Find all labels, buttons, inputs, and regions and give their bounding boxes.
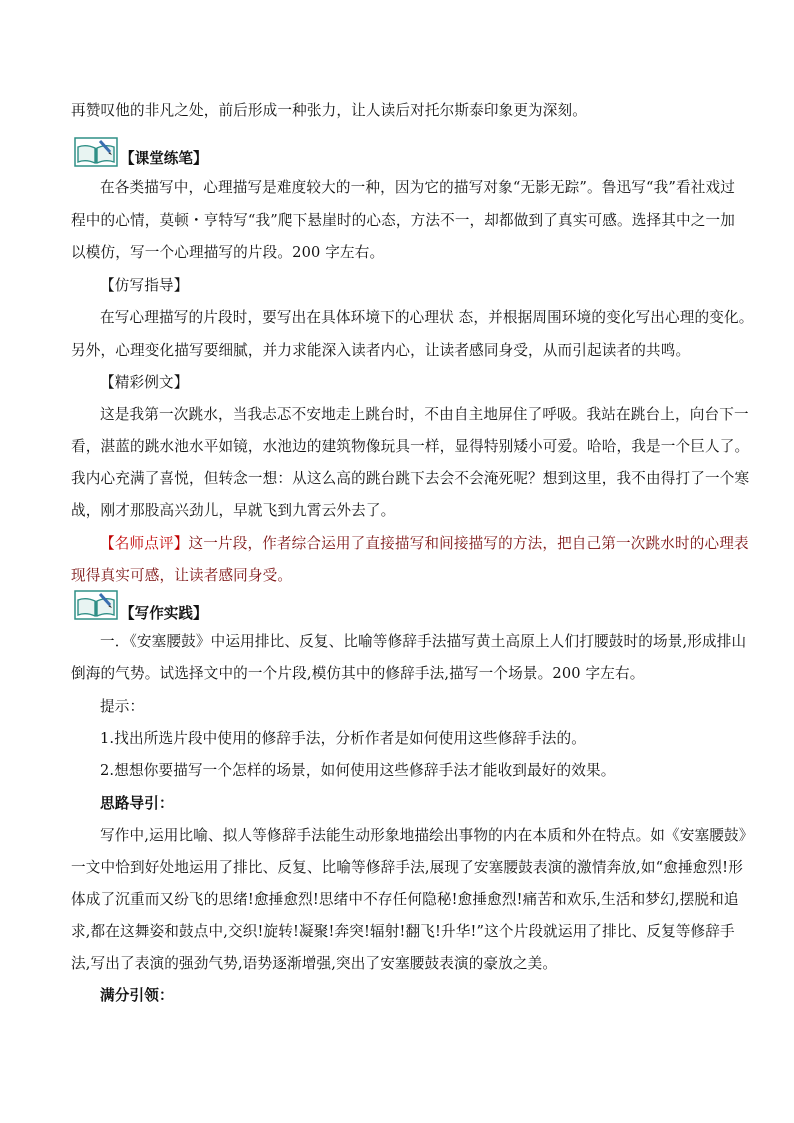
book-pencil-icon <box>74 590 118 620</box>
paragraph-line: 法,写出了表演的强劲气势,语势逐渐增强,突出了安塞腰鼓表演的豪放之美。 <box>71 955 558 972</box>
hint-item: 1.找出所选片段中使用的修辞手法，分析作者是如何使用这些修辞手法的。 <box>100 730 587 747</box>
paragraph-line: 以模仿，写一个心理描写的片段。200 字左右。 <box>71 244 385 261</box>
section-heading-practice: 【课堂练笔】 <box>120 150 208 167</box>
paragraph-line: 一文中恰到好处地运用了排比、反复、比喻等修辞手法,展现了安塞腰鼓表演的激情奔放,如“愈捶愈烈!形 <box>71 859 743 876</box>
paragraph-line: 另外，心理变化描写要细腻，并力求能深入读者内心，让读者感同身受，从而引起读者的共鸣。 <box>71 342 691 359</box>
hint-item: 2.想想你要描写一个怎样的场景，如何使用这些修辞手法才能收到最好的效果。 <box>100 762 616 779</box>
paragraph-line: 倒海的气势。试选择文中的一个片段,模仿其中的修辞手法,描写一个场景。200 字左右。 <box>71 665 645 682</box>
teacher-comment-label: 【名师点评】 <box>100 535 189 552</box>
subheading-guide: 【仿写指导】 <box>100 277 189 294</box>
paragraph-line: 写作中,运用比喻、拟人等修辞手法能生动形象地描绘出事物的内在本质和外在特点。如《安塞腰鼓》 <box>100 827 754 844</box>
full-score-label: 满分引领： <box>100 987 174 1004</box>
paragraph-line: 求,都在这舞姿和鼓点中,交织!旋转!凝聚!奔突!辐射!翻飞!升华!”这个片段就运用了排比、反复等修辞手 <box>71 923 735 940</box>
idea-label: 思路导引： <box>100 795 174 812</box>
paragraph-line: 看，湛蓝的跳水池水平如镜，水池边的建筑物像玩具一样，显得特别矮小可爱。哈哈，我是一个巨人了。 <box>71 438 750 455</box>
intro-line: 再赞叹他的非凡之处，前后形成一种张力，让人读后对托尔斯泰印象更为深刻。 <box>71 102 588 119</box>
paragraph-line: 一．《安塞腰鼓》中运用排比、反复、比喻等修辞手法描写黄土高原上人们打腰鼓时的场景,形成排山 <box>100 633 747 650</box>
book-pencil-icon <box>74 137 118 167</box>
teacher-comment-text: 这一片段，作者综合运用了直接描写和间接描写的方法，把自己第一次跳水时的心理表 <box>188 535 749 552</box>
paragraph-line: 我内心充满了喜悦，但转念一想：从这么高的跳台跳下去会不会淹死呢？想到这里，我不由得打了一个寒 <box>71 470 750 487</box>
hint-label: 提示： <box>100 698 145 715</box>
teacher-comment-line: 现得真实可感，让读者感同身受。 <box>71 567 293 584</box>
paragraph-line: 体成了沉重而又纷飞的思绪!愈捶愈烈!思绪中不存任何隐秘!愈捶愈烈!痛苦和欢乐,生活和梦幻,摆脱和追 <box>71 891 739 908</box>
paragraph-line: 在写心理描写的片段时，要写出在具体环境下的心理状 态，并根据周围环境的变化写出心理的变化。 <box>100 309 754 326</box>
section-heading-writing: 【写作实践】 <box>120 605 208 622</box>
paragraph-line: 程中的心情，莫顿・亨特写“我”爬下悬崖时的心态，方法不一，却都做到了真实可感。选择其中之一加 <box>71 212 735 229</box>
teacher-comment <box>100 534 749 554</box>
subheading-example: 【精彩例文】 <box>100 374 189 391</box>
paragraph-line: 战，刚才那股高兴劲儿，早就飞到九霄云外去了。 <box>71 502 396 519</box>
paragraph-line: 在各类描写中，心理描写是难度较大的一种，因为它的描写对象“无影无踪”。鲁迅写“我”看社戏过 <box>100 179 735 196</box>
paragraph-line: 这是我第一次跳水，当我忐忑不安地走上跳台时，不由自主地屏住了呼吸。我站在跳台上，向台下一 <box>100 406 749 423</box>
